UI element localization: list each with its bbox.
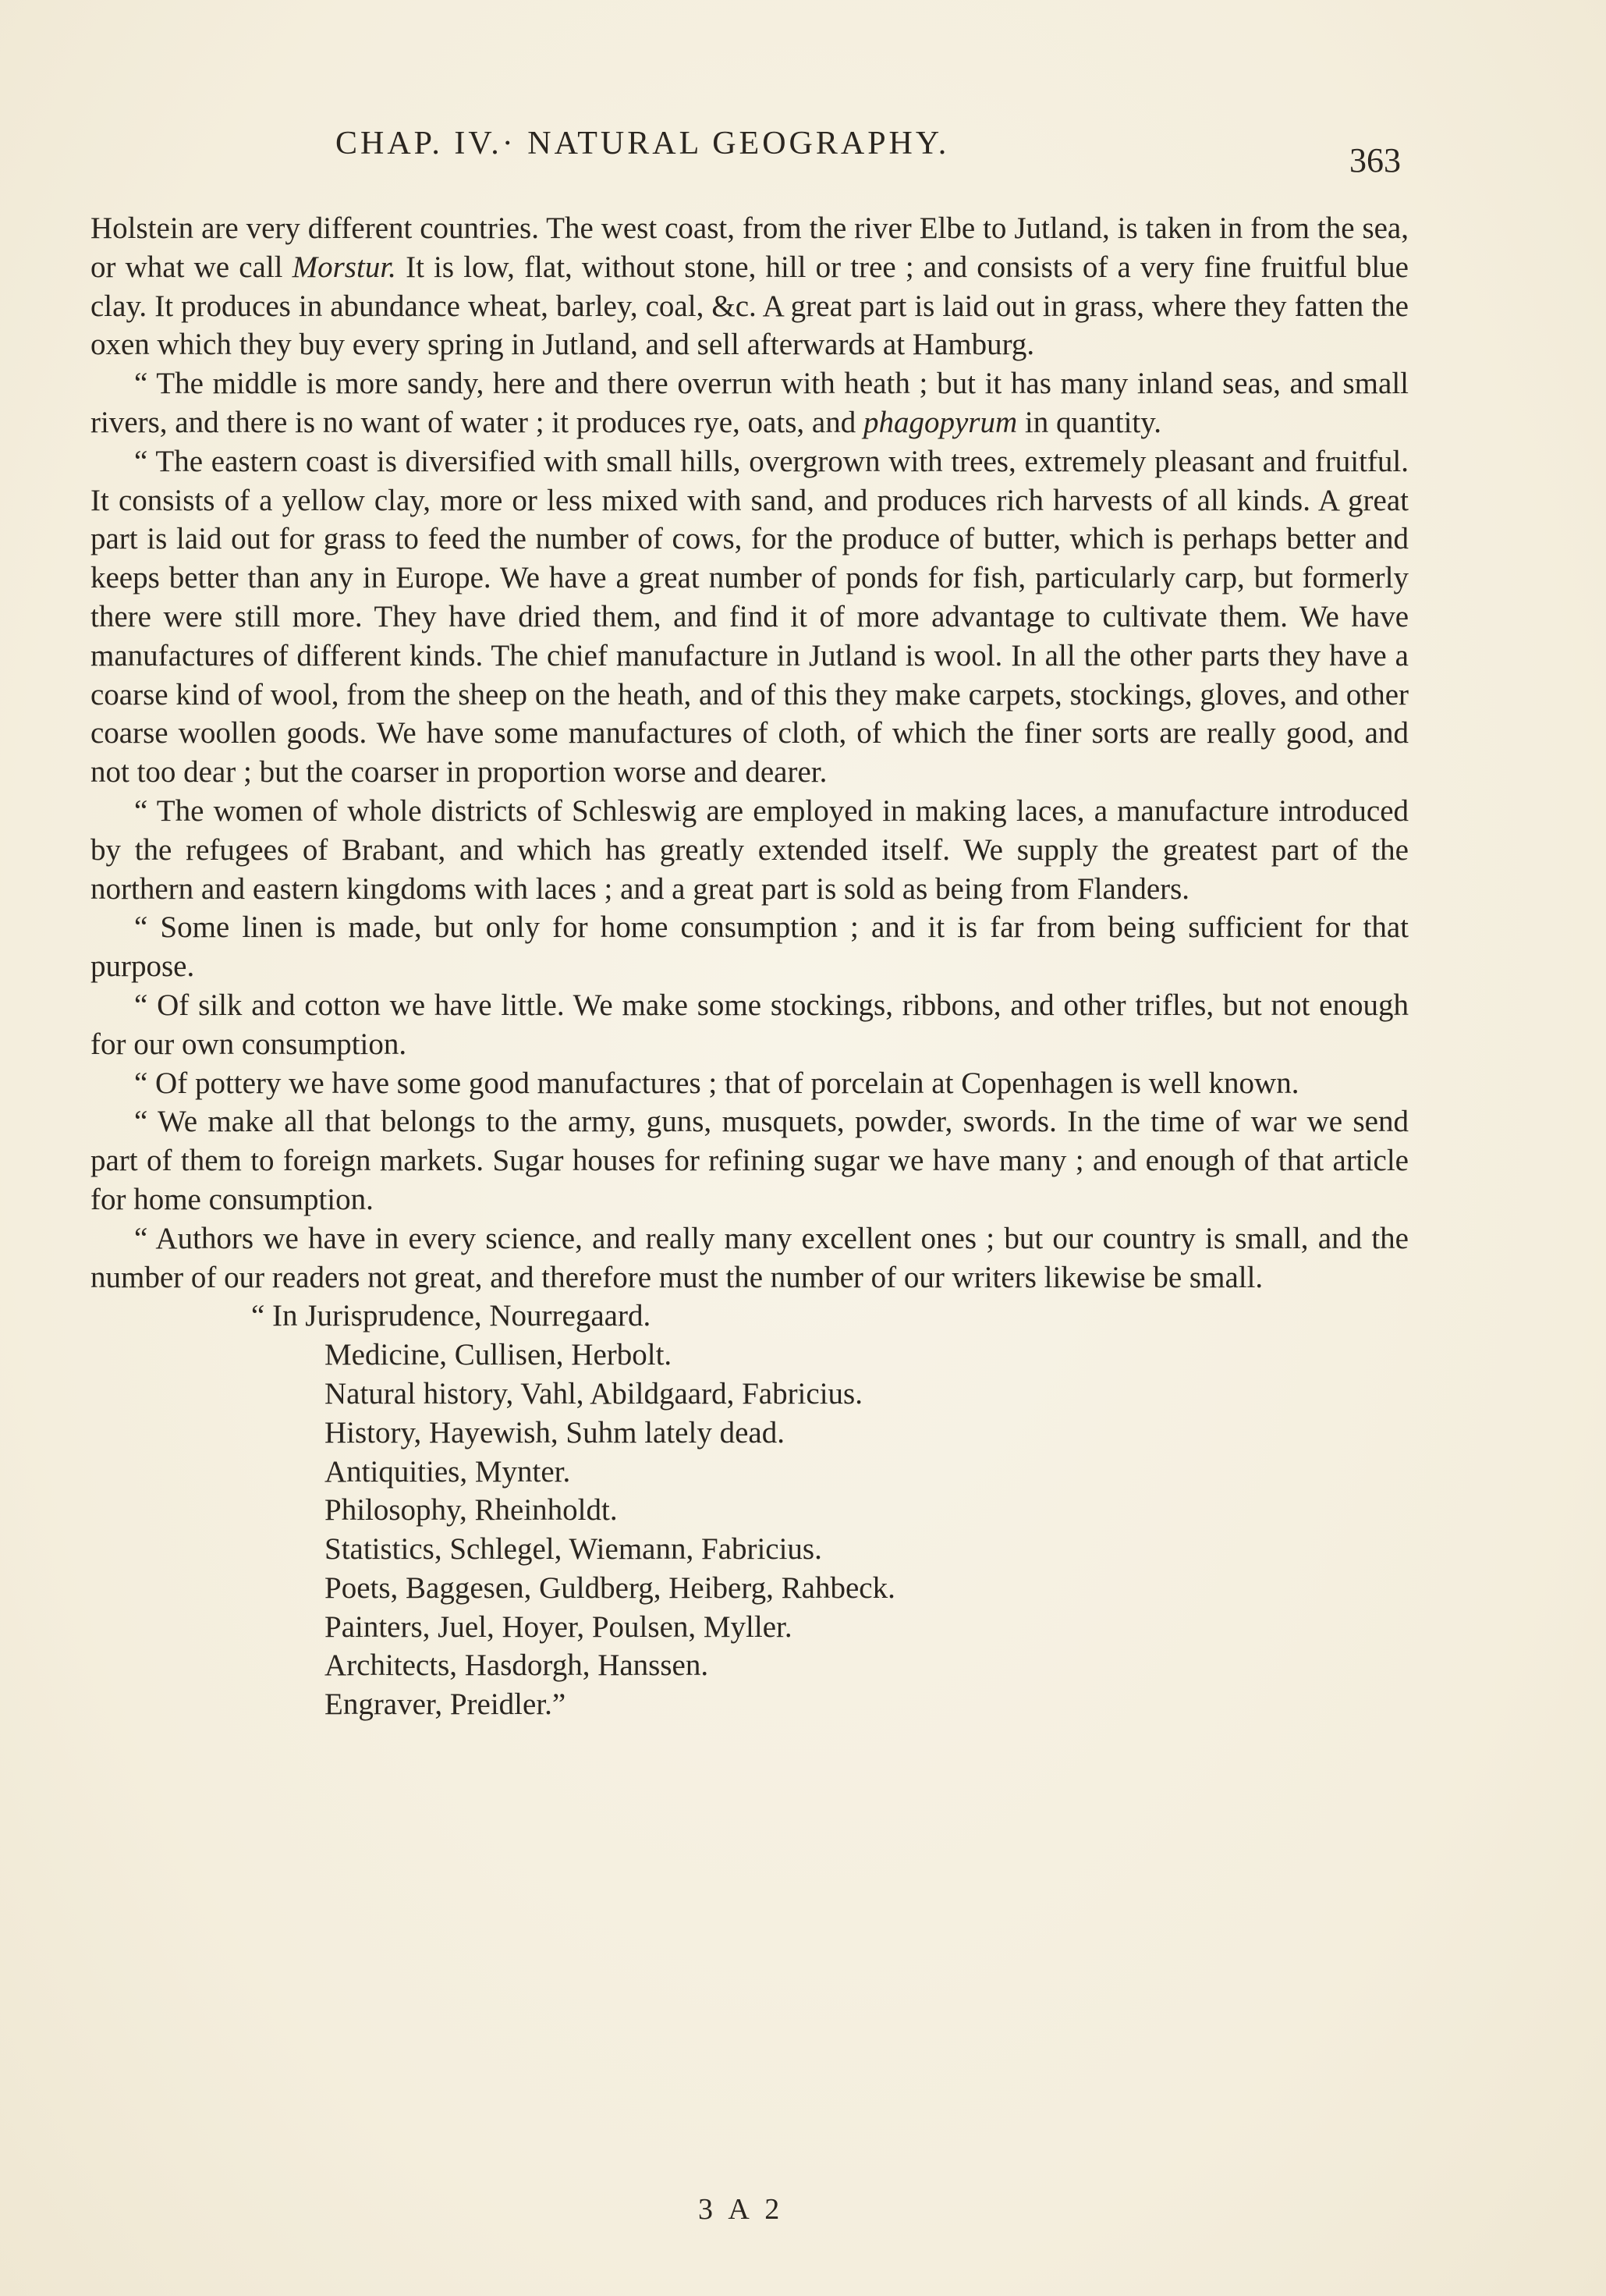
paragraph: “ Of pottery we have some good manufactures ; that of porcelain at Copenhagen is well known. (134, 1066, 1299, 1100)
page-header (0, 125, 1606, 179)
italic-term: phagopyrum (863, 405, 1018, 439)
authors-list (90, 1297, 1409, 1724)
list-item: Philosophy, Rheinholdt. (324, 1493, 618, 1528)
list-item: Architects, Hasdorgh, Hanssen. (324, 1648, 709, 1683)
list-item: Medicine, Cullisen, Herbolt. (324, 1338, 672, 1372)
paragraph: “ Of silk and cotton we have little. We make some stockings, ribbons, and other trifles, but not enough for our own consumption. (90, 988, 1409, 1061)
running-head: CHAP. IV.· NATURAL GEOGRAPHY. (335, 126, 950, 161)
paragraph: “ Authors we have in every science, and really many excellent ones ; but our country is small, and the number of our readers not great, and therefore must the number of our writers likewise be small. (90, 1221, 1409, 1294)
paragraph-text: “ The middle is more sandy, here and there overrun with heath ; but it has many inland seas, and small rivers, and there is no want of water ; it produces rye, oats, and (90, 367, 1409, 439)
body-text (90, 209, 1409, 1724)
list-item: Antiquities, Mynter. (324, 1454, 571, 1489)
paragraph: “ The women of whole districts of Schleswig are employed in making laces, a manufacture introduced by the refugees of Brabant, and which has greatly extended itself. We supply the greatest part of the northern and eastern kingdoms with laces ; and a great part is sold as being from Flanders. (90, 793, 1409, 906)
list-item: Painters, Juel, Hoyer, Poulsen, Myller. (324, 1609, 792, 1644)
list-item: Engraver, Preidler.” (324, 1687, 566, 1722)
paragraph: “ We make all that belongs to the army, guns, musquets, powder, swords. In the time of war we send part of them to foreign markets. Sugar houses for refining sugar we have many ; and enough of that article for home consumption. (90, 1105, 1409, 1216)
list-item: Statistics, Schlegel, Wiemann, Fabricius. (324, 1532, 822, 1567)
list-item: Natural history, Vahl, Abildgaard, Fabricius. (324, 1376, 863, 1411)
paragraph (90, 209, 1409, 364)
page-number: 363 (1349, 141, 1401, 179)
signature-mark: 3 A 2 (698, 2193, 785, 2226)
paragraph: “ Some linen is made, but only for home consumption ; and it is far from being sufficient for that purpose. (90, 910, 1409, 984)
italic-term: Morstur. (292, 250, 396, 284)
paragraph: “ The eastern coast is diversified with small hills, overgrown with trees, extremely pleasant and fruitful. It consists of a yellow clay, more or less mixed with sand, and produces rich harvests of all kinds. A great part is laid out for grass to feed the number of cows, for the produce of butter, which is perhaps better and keeps better than any in Europe. We have a great number of ponds for fish, particularly carp, but formerly there were still more. They have dried them, and find it of more advantage to cultivate them. We have manufactures of different kinds. The chief manufacture in Jutland is wool. In all the other parts they have a coarse kind of wool, from the sheep on the heath, and of this they make carpets, stockings, gloves, and other coarse woollen goods. We have some manufactures of cloth, of which the finer sorts are really good, and not too dear ; but the coarser in proportion worse and dearer. (90, 444, 1409, 790)
list-item: History, Hayewish, Suhm lately dead. (324, 1415, 785, 1450)
paragraph-text: in quantity. (1017, 405, 1161, 439)
paragraph-text: Holstein are very different countries. The west coast, from the river Elbe to Jutland, is taken in from the sea, or what we call (90, 211, 1409, 284)
list-item: Poets, Baggesen, Guldberg, Heiberg, Rahbeck. (324, 1570, 895, 1605)
paragraph (90, 364, 1409, 442)
paragraph-text: It is low, flat, without stone, hill or tree ; and consists of a very fine fruitful blue clay. It produces in abundance wheat, barley, coal, &c. A great part is laid out in grass, where they fatten the oxen which they buy every spring in Jutland, and sell afterwards at Hamburg. (90, 250, 1409, 362)
list-item: “ In Jurisprudence, Nourregaard. (251, 1299, 651, 1333)
